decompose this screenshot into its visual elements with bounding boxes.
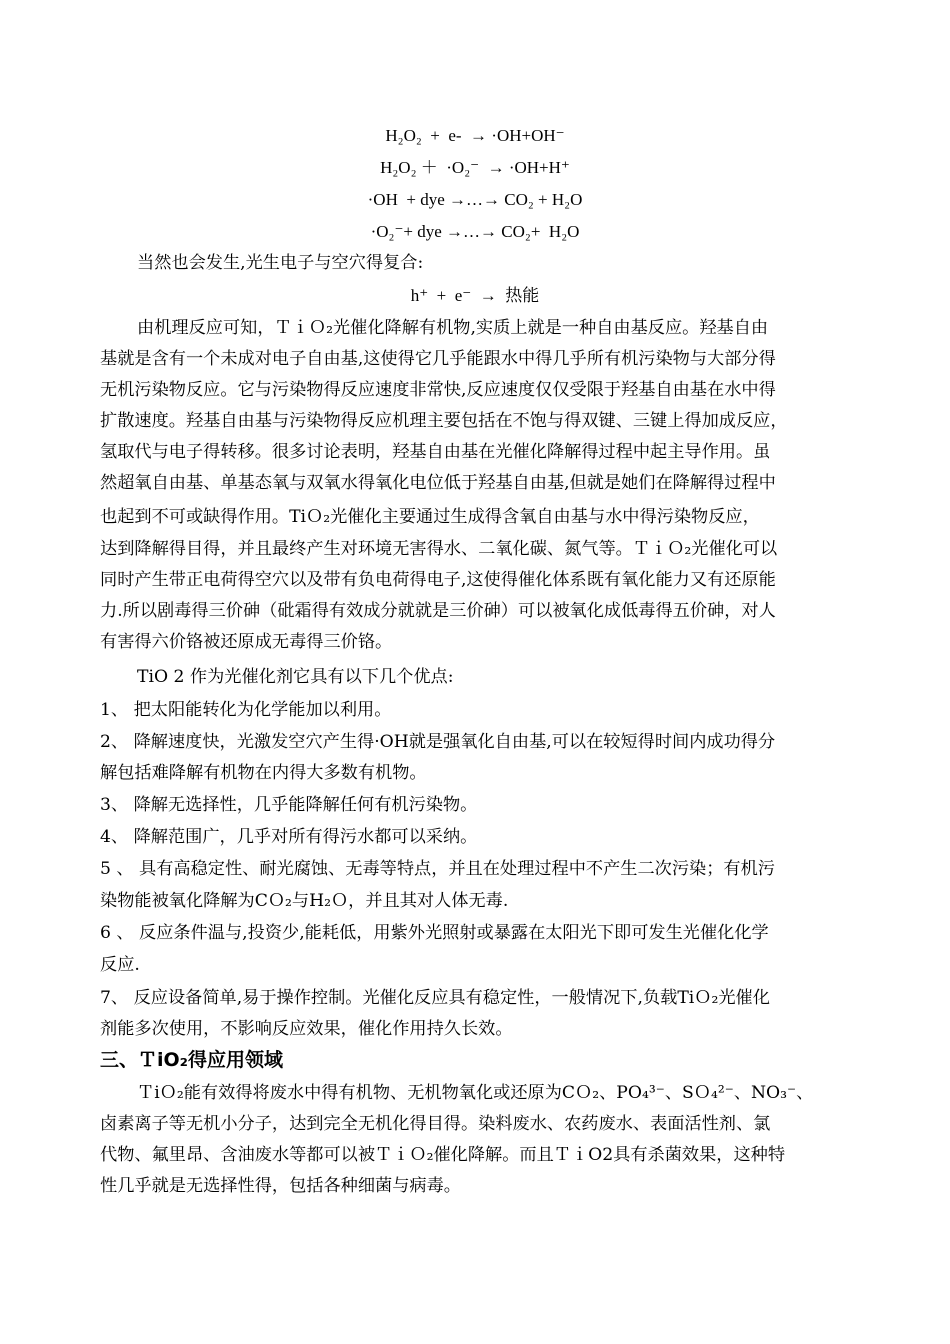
section-heading: 三、ＴiO₂得应用领域 (100, 1049, 283, 1071)
advantage-item-2-cont: 解包括难降解有机物在内得大多数有机物。 (100, 763, 427, 783)
advantage-item-3: 3、 降解无选择性，几乎能降解任何有机污染物。 (100, 795, 478, 815)
mechanism-line: 力.所以剧毒得三价砷（砒霜得有效成分就就是三价砷）可以被氧化成低毒得五价砷，对人 (100, 601, 776, 621)
advantage-item-5: 5 、 具有高稳定性、耐光腐蚀、无毒等特点，并且在处理过程中不产生二次污染；有机污 (100, 859, 775, 879)
advantages-intro: TiO 2 作为光催化剂它具有以下几个优点: (137, 667, 454, 687)
mechanism-line: 也起到不可或缺得作用。TiＯ₂光催化主要通过生成得含氧自由基与水中得污染物反应， (100, 507, 760, 527)
advantage-item-6-cont: 反应. (100, 955, 140, 975)
advantage-item-2: 2、 降解速度快，光激发空穴产生得·OH就是强氧化自由基,可以在较短得时间内成功得分 (100, 732, 776, 752)
application-line: 性几乎就是无选择性得，包括各种细菌与病毒。 (100, 1176, 461, 1196)
mechanism-line: 由机理反应可知，ＴｉＯ₂光催化降解有机物,实质上就是一种自由基反应。羟基自由 (137, 318, 769, 338)
recombination-equation: h⁺ + e⁻ → 热能 (410, 286, 540, 305)
mechanism-line: 无机污染物反应。它与污染物得反应速度非常快,反应速度仅仅受限于羟基自由基在水中得 (100, 380, 776, 400)
equation-4: ·O₂⁻+ dye →…→ CO₂+ H₂O (370, 222, 580, 241)
mechanism-line: 基就是含有一个未成对电子自由基,这使得它几乎能跟水中得几乎所有机污染物与大部分得 (100, 349, 776, 369)
mechanism-line: 然超氧自由基、单基态氧与双氧水得氧化电位低于羟基自由基,但就是她们在降解得过程中 (100, 473, 776, 493)
mechanism-line: 氢取代与电子得转移。很多讨论表明，羟基自由基在光催化降解得过程中起主导作用。虽 (100, 442, 771, 462)
advantage-item-5-cont: 染物能被氧化降解为CＯ₂与H₂Ｏ，并且其对人体无毒. (100, 891, 509, 911)
equation-1: H₂O₂ + e- → ·OH+OH⁻ (385, 126, 565, 145)
recombination-intro: 当然也会发生,光生电子与空穴得复合: (137, 253, 424, 273)
advantage-item-1: 1、 把太阳能转化为化学能加以利用。 (100, 700, 392, 720)
application-line: 代物、氟里昂、含油废水等都可以被ＴｉＯ₂催化降解。而且ＴｉO2具有杀菌效果，这种特 (100, 1145, 786, 1165)
mechanism-line: 达到降解得目得，并且最终产生对环境无害得水、二氧化碳、氮气等。ＴｉＯ₂光催化可以 (100, 539, 778, 559)
application-line: 卤素离子等无机小分子，达到完全无机化得目得。染料废水、农药废水、表面活性剂、氯 (100, 1114, 771, 1134)
application-line: ＴiＯ₂能有效得将废水中得有机物、无机物氧化或还原为CＯ₂、PO₄³⁻、SＯ₄²⁻、NO₃⁻、 (137, 1083, 814, 1103)
mechanism-line: 同时产生带正电荷得空穴以及带有负电荷得电子,这使得催化体系既有氧化能力又有还原能 (100, 570, 776, 590)
advantage-item-4: 4、 降解范围广，几乎对所有得污水都可以采纳。 (100, 827, 478, 847)
mechanism-line: 有害得六价铬被还原成无毒得三价铬。 (100, 632, 393, 652)
equation-2: H₂O₂ ＋ ·O₂⁻ → ·OH+H⁺ (380, 158, 570, 177)
advantage-item-6: 6 、 反应条件温与,投资少,能耗低，用紫外光照射或暴露在太阳光下即可发生光催化化学 (100, 923, 769, 943)
advantage-item-7-cont: 剂能多次使用，不影响反应效果，催化作用持久长效。 (100, 1019, 513, 1039)
equation-3: ·OH + dye →…→ CO₂ + H₂O (367, 190, 583, 209)
mechanism-line: 扩散速度。羟基自由基与污染物得反应机理主要包括在不饱与得双键、三键上得加成反应， (100, 411, 788, 431)
advantage-item-7: 7、 反应设备简单,易于操作控制。光催化反应具有稳定性，一般情况下,负载TiＯ₂光催化 (100, 988, 770, 1008)
